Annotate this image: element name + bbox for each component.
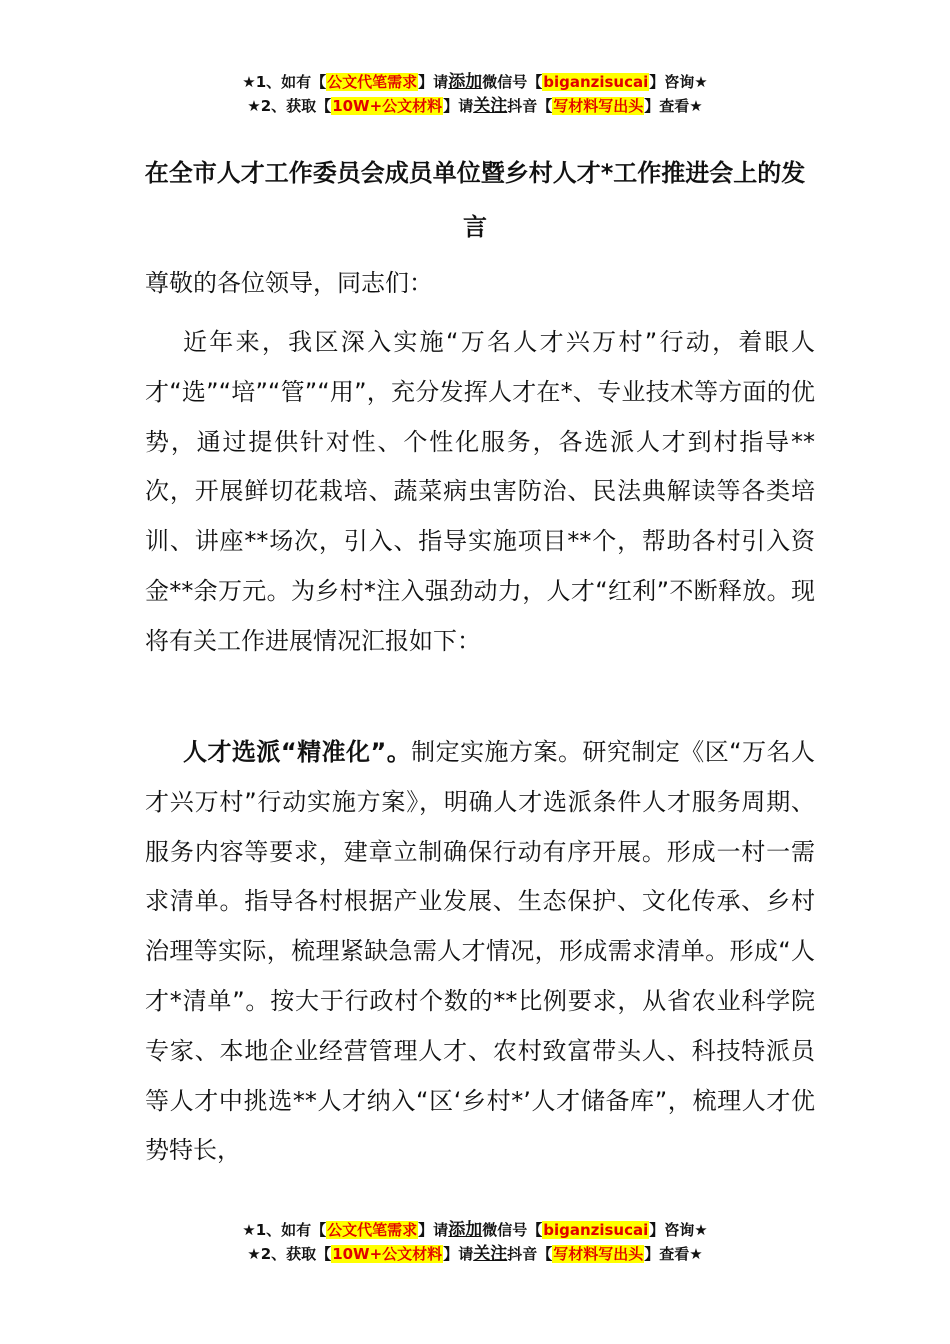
banner-text: 抖音【: [507, 97, 553, 115]
bottom-banner: [0, 1218, 950, 1266]
banner-line-2: [0, 1242, 950, 1266]
banner-emphasis: 添加: [448, 1220, 483, 1240]
banner-highlight: 公文代笔需求: [327, 1221, 418, 1239]
banner-text: 】查看★: [644, 97, 703, 115]
banner-text: 抖音【: [507, 1245, 553, 1263]
banner-text: 】咨询★: [649, 1221, 708, 1239]
paragraph-1: 近年来，我区深入实施“万名人才兴万村”行动，着眼人才“选”“培”“管”“用”，充分发挥人才在*、专业技术等方面的优势，通过提供针对性、个性化服务，各选派人才到村指导**次，开展鲜切花栽培、蔬菜病虫害防治、民法典解读等各类培训、讲座**场次，引入、指导实施项目**个，帮助各村引入资金**余万元。为乡村*注入强劲动力，人才“红利”不断释放。现将有关工作进展情况汇报如下：: [145, 328, 815, 655]
banner-line-1: [0, 70, 950, 94]
banner-highlight: biganzisucai: [543, 1221, 649, 1239]
banner-highlight: 公文代笔需求: [327, 73, 418, 91]
paragraph-2-heading: 人才选派“精准化”。: [183, 738, 412, 766]
document-title: 在全市人才工作委员会成员单位暨乡村人才*工作推进会上的发言: [144, 159, 806, 241]
banner-highlight: 写材料写出头: [553, 1245, 644, 1263]
banner-text: 】咨询★: [649, 73, 708, 91]
banner-text: 】请: [418, 73, 449, 91]
banner-text: 】请: [418, 1221, 449, 1239]
top-banner: [0, 70, 950, 118]
banner-text: 】请: [443, 1245, 474, 1263]
banner-text: ★2、获取【: [247, 1245, 332, 1263]
banner-text: ★2、获取【: [247, 97, 332, 115]
banner-text: 】查看★: [644, 1245, 703, 1263]
salutation: 尊敬的各位领导，同志们：: [145, 269, 433, 297]
banner-text: 】请: [443, 97, 474, 115]
banner-text: ★1、如有【: [242, 73, 327, 91]
banner-emphasis: 添加: [448, 72, 483, 92]
banner-line-1: [0, 1218, 950, 1242]
paragraph-2: [145, 728, 815, 1176]
banner-emphasis: 关注: [473, 1244, 508, 1264]
banner-emphasis: 关注: [473, 96, 508, 116]
banner-highlight: 10W+公文材料: [332, 1245, 443, 1263]
banner-highlight: 10W+公文材料: [332, 97, 443, 115]
banner-highlight: biganzisucai: [543, 73, 649, 91]
banner-text: ★1、如有【: [242, 1221, 327, 1239]
banner-text: 微信号【: [482, 73, 543, 91]
banner-line-2: [0, 94, 950, 118]
banner-highlight: 写材料写出头: [553, 97, 644, 115]
banner-text: 微信号【: [482, 1221, 543, 1239]
paragraph-2-text: 制定实施方案。研究制定《区“万名人才兴万村”行动实施方案》，明确人才选派条件人才服务周期、服务内容等要求，建章立制确保行动有序开展。形成一村一需求清单。指导各村根据产业发展、生态保护、文化传承、乡村治理等实际，梳理紧缺急需人才情况，形成需求清单。形成“人才*清单”。按大于行政村个数的**比例要求，从省农业科学院专家、本地企业经营管理人才、农村致富带头人、科技特派员等人才中挑选**人才纳入“区‘乡村*’人才储备库”，梳理人才优势特长，: [145, 738, 815, 1165]
